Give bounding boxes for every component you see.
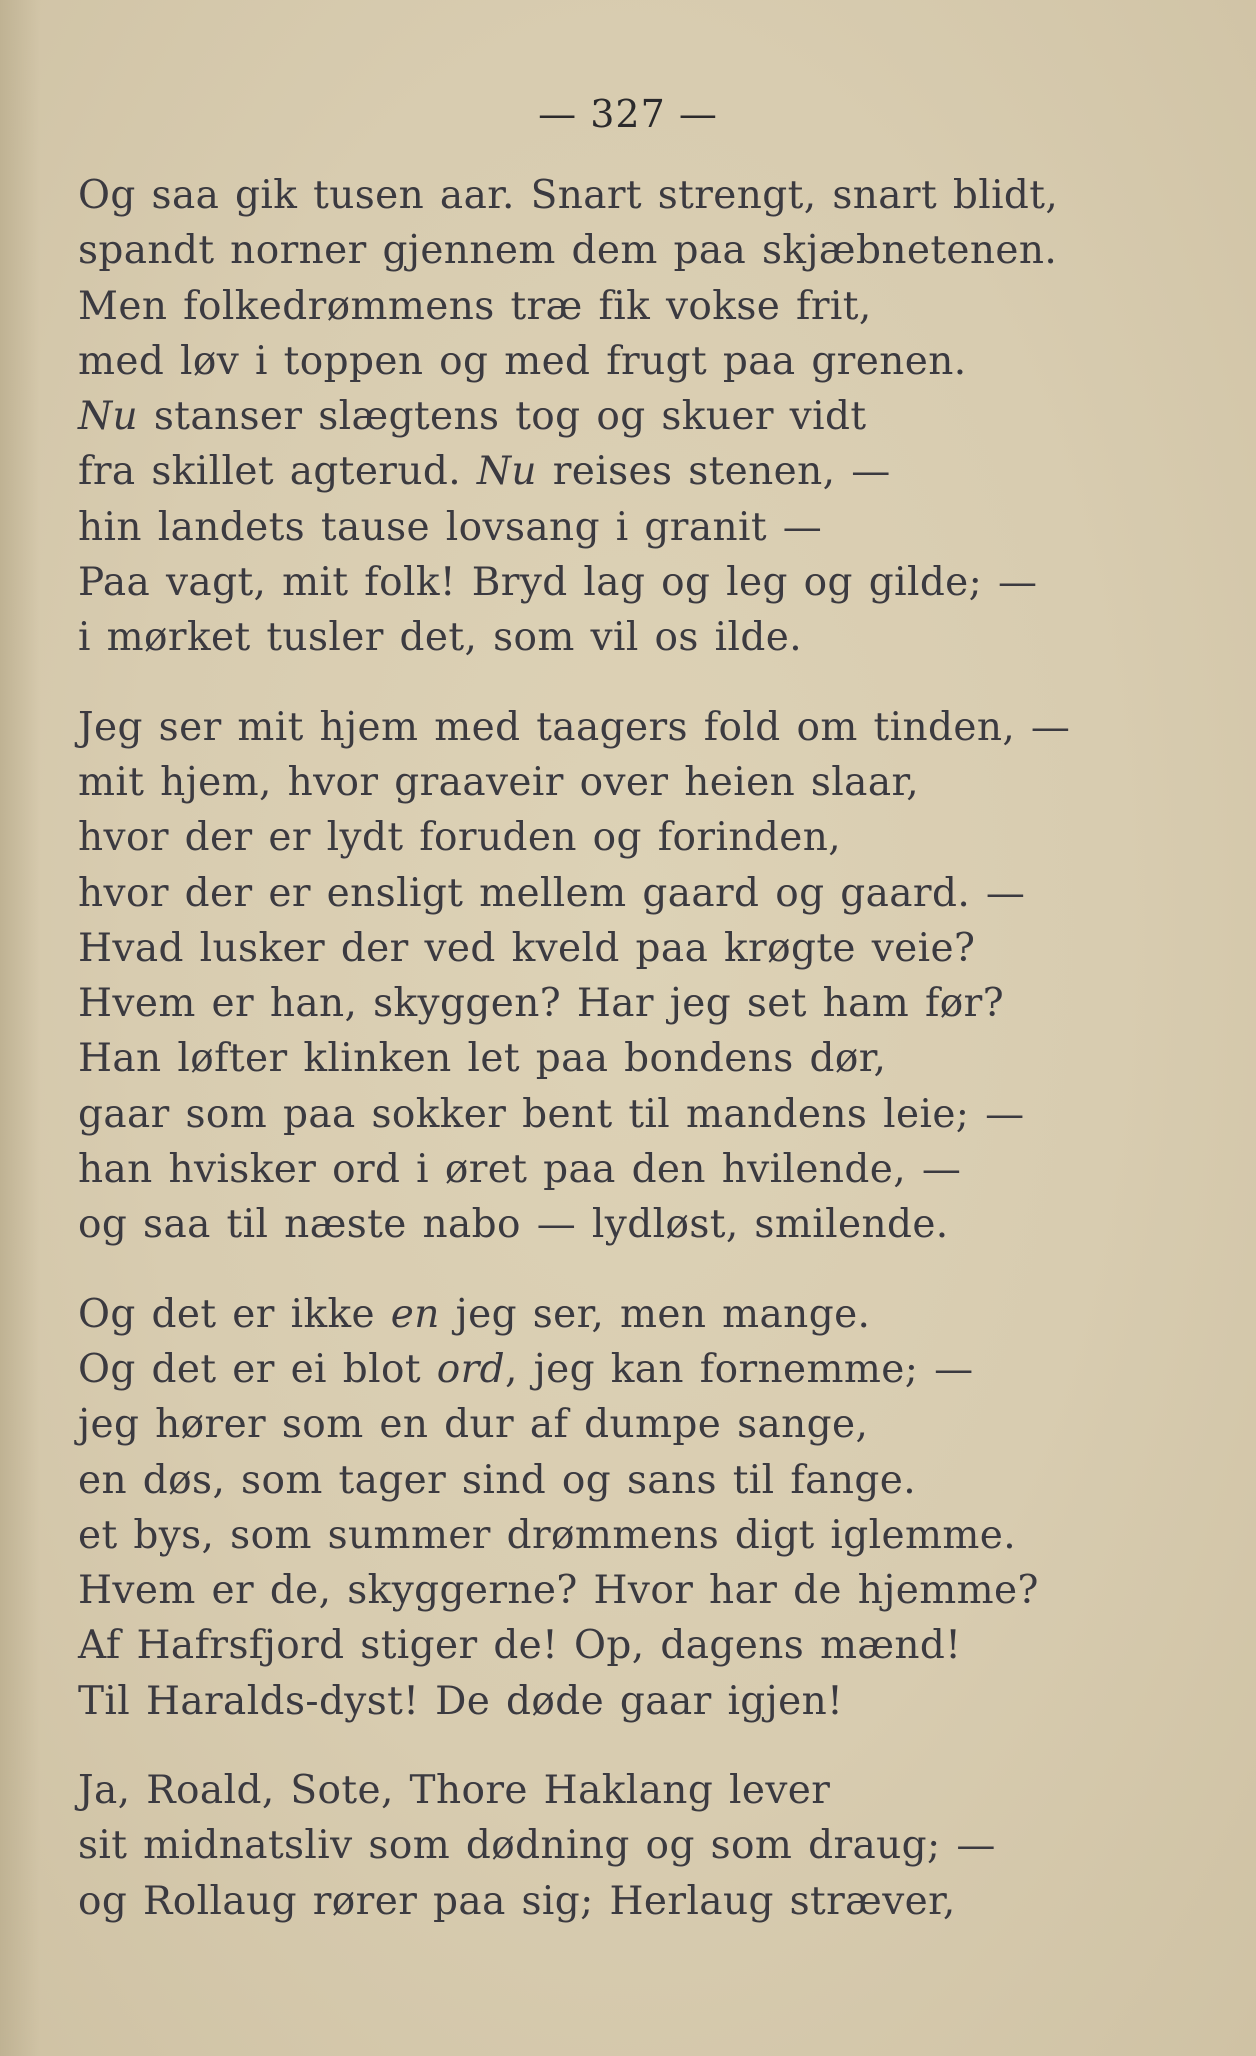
poem-line — [78, 334, 1178, 389]
poem-line — [78, 1508, 1178, 1563]
italic-text: Nu — [78, 394, 139, 440]
line-text: Og det er ikke — [78, 1291, 391, 1337]
poem-line — [78, 810, 1178, 865]
poem-line — [78, 1818, 1178, 1873]
line-text: Ja, Roald, Sote, Thore Haklang lever — [78, 1768, 831, 1814]
line-text: Hvem er han, skyggen? Har jeg set ham før? — [78, 981, 1005, 1027]
line-text: reises stenen, — — [536, 449, 891, 495]
line-text: han hvisker ord i øret paa den hvilende, — — [78, 1147, 962, 1193]
poem-line — [78, 1031, 1178, 1086]
poem-line — [78, 168, 1178, 223]
poem-line — [78, 1397, 1178, 1452]
poem-line — [78, 921, 1178, 976]
line-text: og saa til næste nabo — lydløst, smilende. — [78, 1202, 949, 1248]
line-text: hvor der er lydt foruden og forinden, — [78, 815, 842, 861]
italic-text: en — [390, 1291, 440, 1337]
poem-line — [78, 1087, 1178, 1142]
line-text: Og saa gik tusen aar. Snart strengt, snart blidt, — [78, 173, 1059, 218]
poem-line — [78, 1874, 1178, 1929]
line-text: Hvad lusker der ved kveld paa krøgte veie? — [78, 925, 976, 971]
poem-line — [78, 223, 1178, 278]
line-text: Jeg ser mit hjem med taagers fold om tinden, — — [78, 704, 1071, 750]
poem-line — [78, 700, 1178, 755]
poem-line — [78, 444, 1178, 499]
line-text: Han løfter klinken let paa bondens dør, — [78, 1036, 887, 1082]
line-text: gaar som paa sokker bent til mandens leie; — — [78, 1091, 1025, 1137]
line-text: med løv i toppen og med frugt paa grenen. — [78, 338, 967, 384]
line-text: et bys, som summer drømmens digt iglemme. — [78, 1512, 1017, 1558]
line-text: Paa vagt, mit folk! Bryd lag og leg og gilde; — — [78, 560, 1038, 606]
stanza-3 — [78, 1287, 1178, 1729]
line-text: mit hjem, hvor graaveir over heien slaar, — [78, 759, 920, 805]
poem-body — [78, 168, 1178, 1929]
line-text: Hvem er de, skyggerne? Hvor har de hjemme? — [78, 1568, 1039, 1614]
italic-text: Nu — [476, 449, 537, 495]
stanza-1 — [78, 168, 1178, 666]
poem-line — [78, 1453, 1178, 1508]
page-number: — 327 — — [538, 92, 718, 136]
poem-line — [78, 1563, 1178, 1618]
line-text: , jeg kan fornemme; — — [505, 1346, 974, 1392]
line-text: fra skillet agterud. — [78, 449, 477, 495]
line-text: i mørket tusler det, som vil os ilde. — [78, 615, 802, 661]
poem-line — [78, 866, 1178, 921]
poem-line — [78, 1142, 1178, 1197]
line-text: hvor der er ensligt mellem gaard og gaard. — — [78, 870, 1026, 916]
line-text: sit midnatsliv som dødning og som draug; — — [78, 1823, 996, 1869]
line-text: Til Haralds-dyst! De døde gaar igjen! — [78, 1678, 844, 1724]
line-text: stanser slægtens tog og skuer vidt — [138, 394, 867, 440]
italic-text: ord — [436, 1346, 506, 1392]
poem-line — [78, 555, 1178, 610]
line-text: jeg ser, men mange. — [439, 1291, 871, 1337]
poem-line — [78, 500, 1178, 555]
line-text: og Rollaug rører paa sig; Herlaug stræver, — [78, 1878, 956, 1924]
line-text: en døs, som tager sind og sans til fange. — [78, 1457, 916, 1503]
poem-line — [78, 976, 1178, 1031]
poem-line — [78, 1674, 1178, 1729]
poem-line — [78, 610, 1178, 665]
stanza-4 — [78, 1763, 1178, 1929]
line-text: Af Hafrsfjord stiger de! Op, dagens mænd! — [78, 1623, 962, 1669]
line-text: hin landets tause lovsang i granit — — [78, 504, 823, 550]
poem-line — [78, 1763, 1178, 1818]
poem-line — [78, 279, 1178, 334]
line-text: Men folkedrømmens træ fik vokse frit, — [78, 283, 872, 329]
poem-line — [78, 1618, 1178, 1673]
poem-line — [78, 1287, 1178, 1342]
poem-line — [78, 1342, 1178, 1397]
line-text: Og det er ei blot — [78, 1346, 437, 1392]
poem-line — [78, 389, 1178, 444]
line-text: spandt norner gjennem dem paa skjæbnetenen. — [78, 228, 1058, 274]
poem-line — [78, 1197, 1178, 1252]
line-text: jeg hører som en dur af dumpe sange, — [78, 1402, 869, 1448]
poem-line — [78, 755, 1178, 810]
stanza-2 — [78, 700, 1178, 1253]
